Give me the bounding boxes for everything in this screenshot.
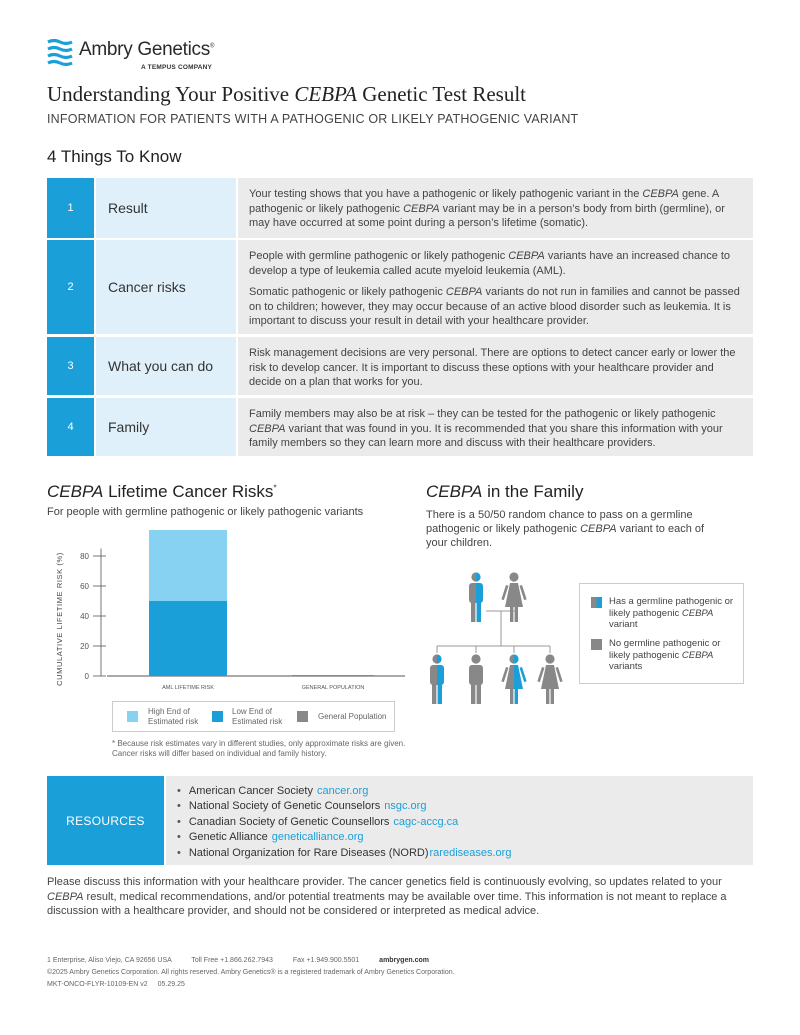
footer-toll-free: Toll Free +1.866.262.7943	[191, 957, 273, 964]
row-paragraph: People with germline pathogenic or likely pathogenic CEBPA variants have an increased chance to develop a type of leukemia called acute myeloid leukemia (AML).	[249, 250, 731, 277]
y-tick-label: 20	[80, 642, 89, 651]
legend-carrier-swatch	[591, 597, 602, 608]
family-legend	[579, 583, 744, 684]
brand-name: Ambry Genetics®	[79, 39, 215, 60]
footer-website[interactable]: ambrygen.com	[379, 957, 429, 964]
resource-link[interactable]: cagc-accg.ca	[393, 815, 459, 828]
row-text	[238, 398, 753, 456]
y-axis-label: CUMULATIVE LIFETIME RISK (%)	[55, 552, 64, 686]
bar-low-end-of-estimated-risk	[149, 601, 227, 676]
row-paragraph: Your testing shows that you have a pathogenic or likely pathogenic variant in the CEBPA gene. A pathogenic or likely pathogenic CEBPA variant may be in a person’s body from birth (germline), or may have occurred at some point during a person’s lifetime (somatic).	[249, 188, 725, 229]
y-tick-label: 60	[80, 582, 89, 591]
legend-carrier-label: Has a germline pathogenic or likely pathogenic CEBPA variant	[609, 596, 734, 630]
row-text	[238, 240, 753, 334]
family-tree-diagram	[420, 566, 570, 716]
risk-section-title: CEBPA Lifetime Cancer Risks*	[47, 482, 277, 501]
legend-low-label: Low End of Estimated risk	[232, 707, 283, 726]
x-tick-label: GENERAL POPULATION	[301, 685, 365, 691]
legend-low-swatch	[212, 711, 223, 722]
things-heading: 4 Things To Know	[47, 147, 182, 166]
brand-logo	[47, 38, 237, 72]
resource-link[interactable]: rarediseases.org	[429, 846, 512, 859]
legend-high-label: High End of Estimated risk	[148, 707, 199, 726]
legend-general-swatch	[297, 711, 308, 722]
y-tick-label: 0	[84, 672, 89, 681]
parent-carrier-man-icon	[469, 572, 483, 622]
resource-item: • Canadian Society of Genetic Counsellors cagc-accg.ca	[177, 815, 753, 830]
parent-noncarrier-woman-icon	[501, 572, 526, 622]
page-subtitle: INFORMATION FOR PATIENTS WITH A PATHOGENIC OR LIKELY PATHOGENIC VARIANT	[47, 112, 579, 126]
resource-item: • National Organization for Rare Diseases (NORD)rarediseases.org	[177, 846, 753, 861]
row-number: 2	[47, 240, 94, 334]
footer-fax: Fax +1.949.900.5501	[292, 957, 360, 964]
row-label: Cancer risks	[96, 240, 236, 334]
legend-general-label: General Population	[318, 712, 387, 721]
disclaimer: Please discuss this information with your healthcare provider. The cancer genetics field is continuously evolving, so updates related to your CEBPA result, medical recommendations, and/or potential treatments may be available over time. This information is not meant to replace a discussion with a healthcare provider, and should not be considered or interpreted as medical advice.	[47, 876, 727, 917]
chart-legend	[112, 701, 395, 732]
row-number: 4	[47, 398, 94, 456]
resource-item: • American Cancer Society cancer.org	[177, 784, 753, 799]
brand-tagline: A TEMPUS COMPANY	[141, 64, 213, 71]
resources-list	[166, 776, 753, 865]
resources-label: RESOURCES	[47, 776, 164, 865]
row-label: Family	[96, 398, 236, 456]
footer-docid: MKT-ONCO-FLYR-10109-EN v2 05.29.25	[47, 981, 185, 988]
row-text	[238, 178, 753, 238]
row-text	[238, 337, 753, 395]
risk-section-subtitle: For people with germline pathogenic or likely pathogenic variants	[47, 506, 364, 518]
resource-item: • National Society of Genetic Counselors nsgc.org	[177, 799, 753, 814]
footer-copyright: ©2025 Ambry Genetics Corporation. All rights reserved. Ambry Genetics® is a registered trademark of Ambry Genetics Corporation.	[47, 969, 455, 976]
footer-address: 1 Enterprise, Aliso Viejo, CA 92656 USA	[47, 957, 172, 964]
resource-link[interactable]: nsgc.org	[384, 800, 427, 813]
legend-noncarrier-swatch	[591, 639, 602, 650]
child-carrier-man-icon	[430, 654, 444, 704]
row-paragraph: Somatic pathogenic or likely pathogenic CEBPA variants do not run in families and cannot be passed on to children; however, they may occur because of an active blood disorder such as leukemia. It is important to discuss your result in detail with your healthcare provider.	[249, 286, 740, 327]
y-tick-label: 40	[80, 612, 89, 621]
child-noncarrier-woman-icon	[537, 654, 562, 704]
resource-item: • Genetic Alliance geneticalliance.org	[177, 830, 753, 845]
row-label: What you can do	[96, 337, 236, 395]
x-tick-label: AML LIFETIME RISK	[162, 685, 214, 691]
ambry-logo-mark-icon	[47, 38, 73, 70]
bar-general-population	[292, 675, 374, 676]
row-label: Result	[96, 178, 236, 238]
row-paragraph: Family members may also be at risk – they can be tested for the pathogenic or likely pathogenic CEBPA variant that was found in you. It is recommended that you share this information with your family members so they can learn more and discuss with their healthcare providers.	[249, 408, 723, 449]
family-section-title: CEBPA in the Family	[426, 482, 584, 501]
resource-link[interactable]: geneticalliance.org	[271, 831, 364, 844]
row-number: 3	[47, 337, 94, 395]
row-number: 1	[47, 178, 94, 238]
row-paragraph: Risk management decisions are very personal. There are options to detect cancer early or lower the risk to develop cancer. It is important to discuss these options with your healthcare provider and decide on a plan that works for you.	[249, 347, 736, 388]
lifetime-risk-chart	[47, 530, 412, 695]
child-noncarrier-man-icon	[469, 654, 483, 704]
footer-contact	[47, 957, 429, 964]
legend-high-swatch	[127, 711, 138, 722]
family-intro: There is a 50/50 random chance to pass on a germline pathogenic or likely pathogenic CEBPA variant to each of your children.	[426, 509, 705, 549]
y-tick-label: 80	[80, 552, 89, 561]
risk-footnote: * Because risk estimates vary in different studies, only approximate risks are given. Cancer risks will differ based on individual and family history.	[112, 739, 406, 758]
tree-lines	[437, 611, 550, 653]
resource-link[interactable]: cancer.org	[316, 785, 369, 797]
page-title: Understanding Your Positive CEBPA Genetic Test Result	[47, 82, 527, 106]
legend-noncarrier-label: No germline pathogenic or likely pathogenic CEBPA variants	[609, 638, 721, 672]
child-carrier-woman-icon	[501, 654, 526, 704]
